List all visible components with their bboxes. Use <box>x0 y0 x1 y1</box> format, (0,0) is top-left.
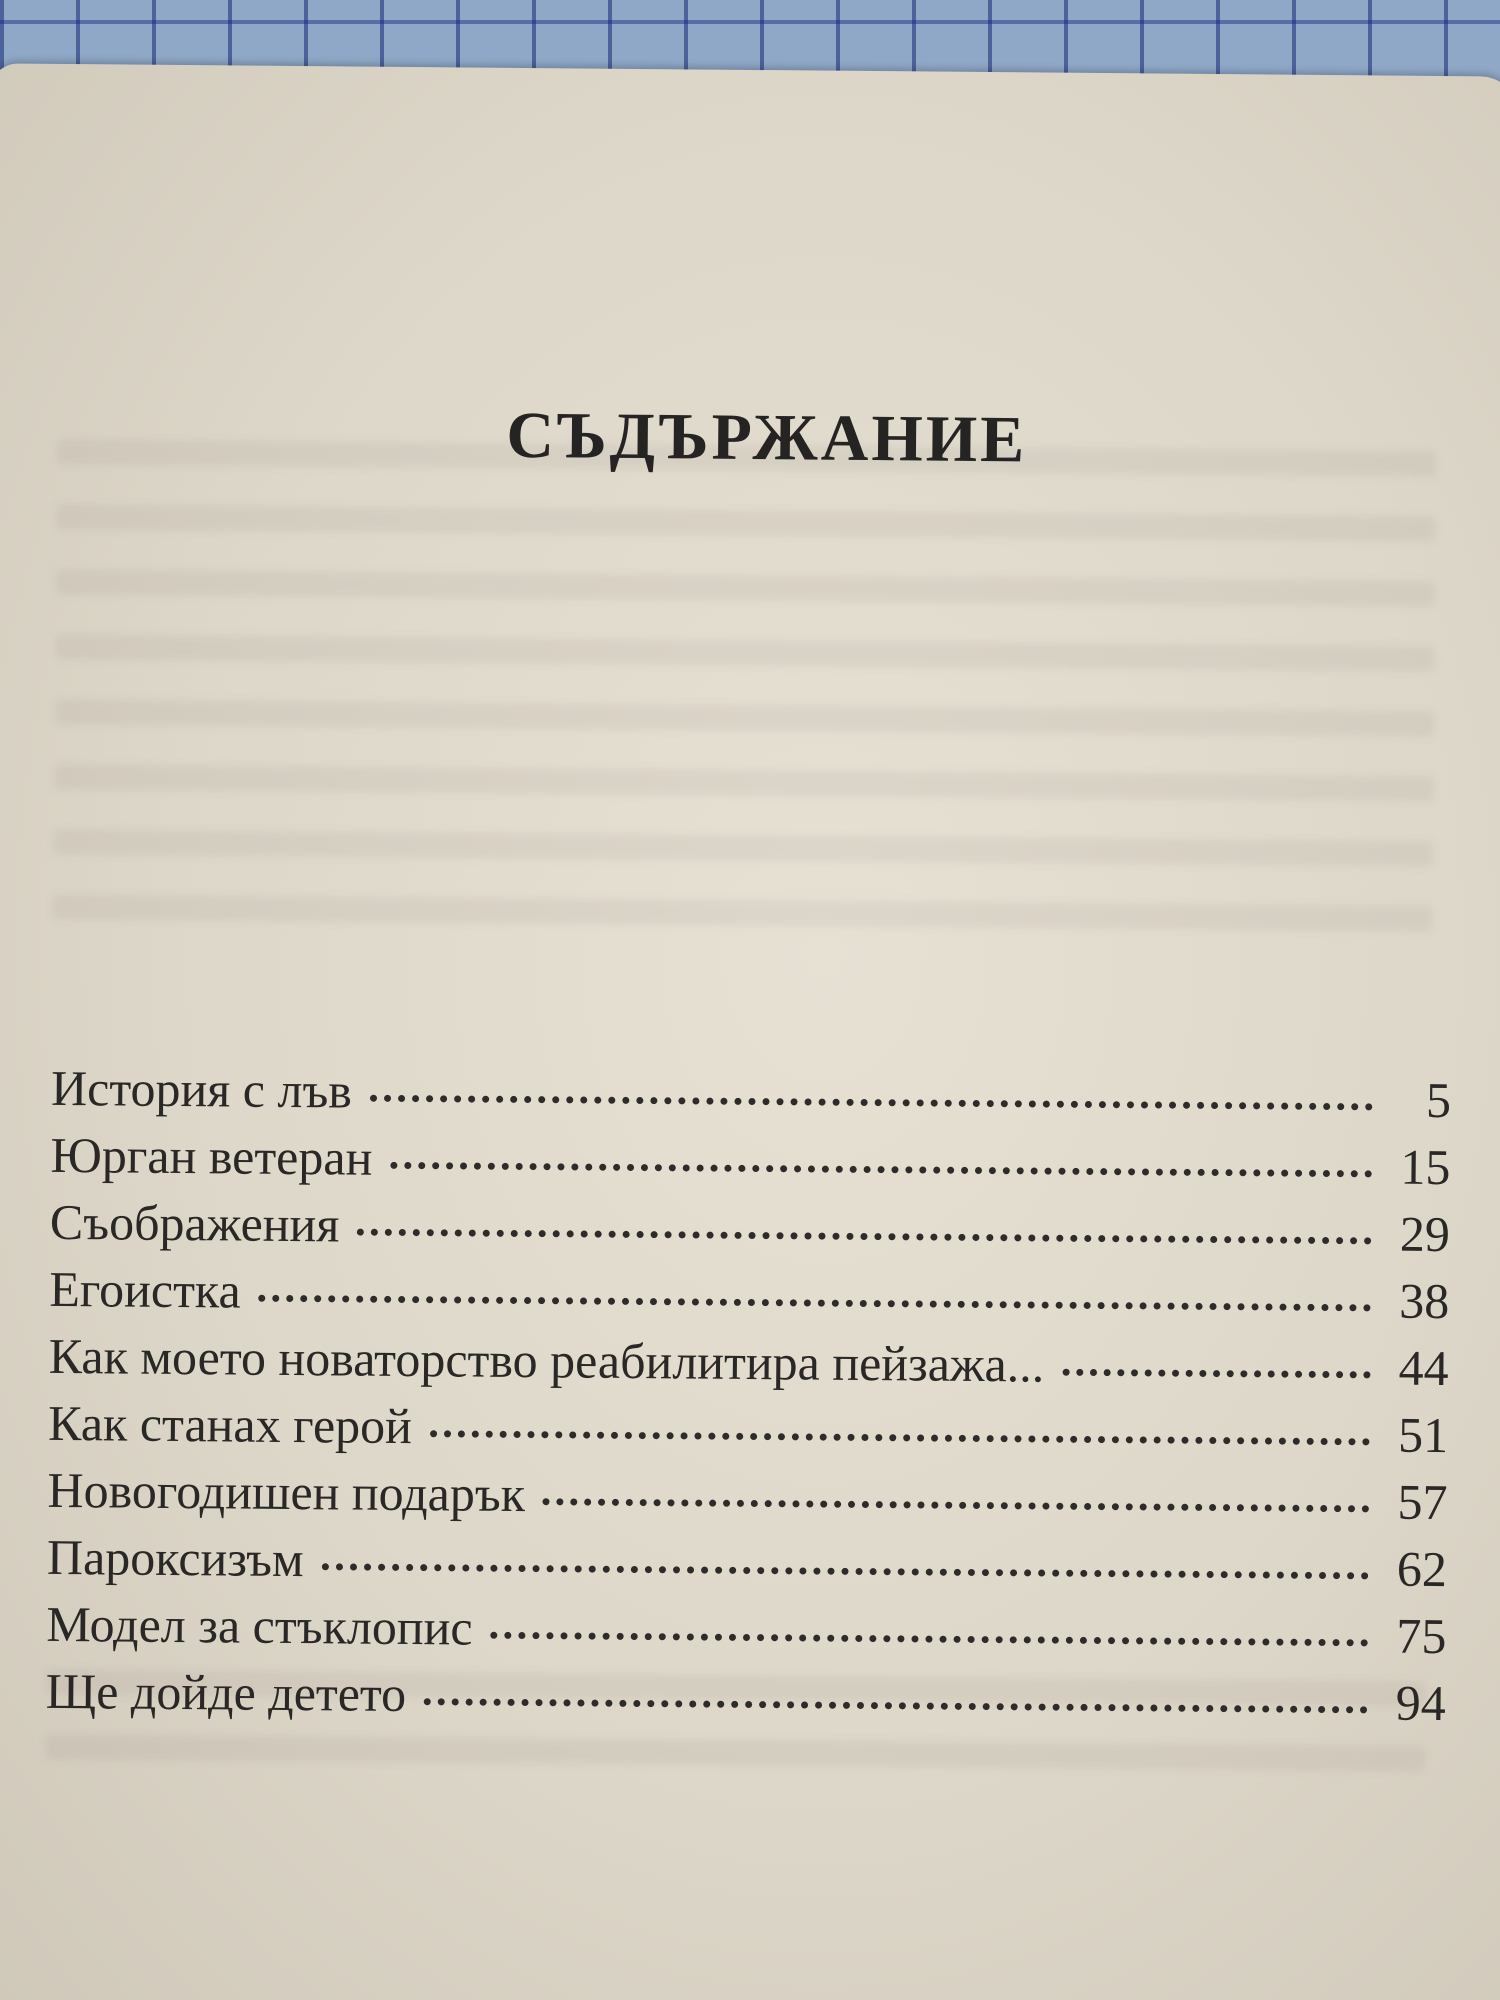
toc-entry <box>50 1126 1451 1205</box>
toc-entry <box>50 1193 1451 1272</box>
toc-entry <box>51 1059 1452 1138</box>
toc-entry <box>48 1394 1449 1473</box>
toc-entry <box>49 1260 1450 1339</box>
toc-entry-page: 38 <box>1399 1272 1450 1330</box>
toc-entry-title: Модел за стъклопис <box>46 1595 473 1656</box>
show-through-text <box>56 504 1436 542</box>
dot-leader <box>490 1632 1368 1647</box>
show-through-text <box>55 634 1435 672</box>
toc-entry-title: Как станах герой <box>47 1394 413 1455</box>
dot-leader <box>259 1295 1372 1312</box>
show-through-text <box>53 894 1433 932</box>
toc-entry-title: Как моето новаторство реабилитира пейзажа... <box>48 1327 1045 1393</box>
toc-entry-title: Ще дойде детето <box>45 1662 407 1723</box>
show-through-text <box>53 829 1433 867</box>
toc-entry-title: Пароксизъм <box>46 1528 304 1588</box>
show-through-text <box>55 569 1435 607</box>
toc-entry-page: 62 <box>1396 1540 1448 1598</box>
toc-entry-page: 57 <box>1397 1473 1448 1531</box>
toc-entry <box>48 1327 1449 1406</box>
toc-entry-page: 94 <box>1395 1674 1447 1732</box>
book-page <box>0 63 1500 2000</box>
dot-leader <box>322 1563 1369 1579</box>
dot-leader <box>424 1698 1368 1713</box>
dot-leader <box>543 1498 1370 1512</box>
toc-entry-page: 44 <box>1398 1339 1449 1397</box>
toc-entry-page: 5 <box>1425 1071 1452 1129</box>
dot-leader <box>370 1095 1373 1111</box>
toc-entry <box>47 1528 1448 1607</box>
dot-leader <box>1062 1369 1371 1379</box>
toc-entry-page: 51 <box>1397 1406 1449 1464</box>
show-through-text <box>45 1734 1425 1772</box>
table-of-contents <box>45 1059 1451 1741</box>
toc-entry-page: 15 <box>1400 1138 1451 1196</box>
toc-entry-title: Съображения <box>49 1193 340 1253</box>
toc-entry <box>46 1595 1447 1674</box>
toc-entry-title: Егоистка <box>49 1260 241 1319</box>
show-through-text <box>54 764 1434 802</box>
toc-entry-page: 75 <box>1396 1607 1447 1665</box>
dot-leader <box>430 1430 1370 1445</box>
toc-entry-page: 29 <box>1399 1205 1451 1263</box>
contents-heading: СЪДЪРЖАНИЕ <box>506 398 1028 477</box>
toc-entry-title: История с лъв <box>50 1059 353 1119</box>
dot-leader <box>390 1162 1372 1178</box>
toc-entry <box>45 1662 1446 1741</box>
toc-entry <box>47 1461 1448 1540</box>
show-through-text <box>54 699 1434 737</box>
dot-leader <box>357 1229 1372 1245</box>
toc-entry-title: Юрган ветеран <box>50 1126 373 1186</box>
toc-entry-title: Новогодишен подарък <box>47 1461 526 1523</box>
